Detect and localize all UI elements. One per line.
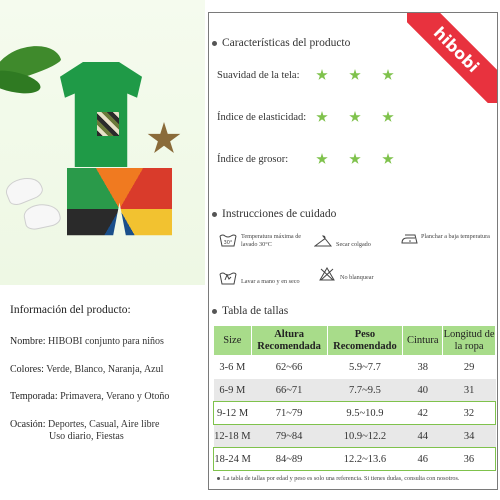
table-row: 12-18 M 79~84 10.9~12.2 44 34 — [214, 425, 496, 448]
hanger-icon — [314, 235, 332, 247]
white-sneaker — [22, 201, 62, 232]
white-sneaker — [3, 172, 45, 208]
brand-ribbon: hibobi — [407, 13, 497, 103]
rating-softness: Suavidad de la tela: — [217, 69, 417, 85]
tshirt-pocket — [97, 112, 119, 136]
rating-thickness: Índice de grosor: — [217, 153, 417, 169]
product-info — [10, 303, 200, 459]
header-size: Size — [214, 326, 252, 356]
bullet-icon — [212, 212, 217, 217]
star-icon — [382, 153, 394, 165]
info-row-colors: Colores: Verde, Blanco, Naranja, Azul — [10, 363, 164, 375]
bullet-icon — [212, 309, 217, 314]
characteristics-title: Características del producto — [212, 37, 350, 49]
brand-ribbon-corner — [407, 13, 497, 103]
star-icon — [382, 111, 394, 123]
no-bleach-icon — [319, 267, 335, 281]
table-row: 9-12 M 71~79 9.5~10.9 42 32 — [214, 402, 496, 425]
info-row-name: Nombre: HIBOBI conjunto para niños — [10, 336, 164, 348]
product-info-title: Información del producto: — [10, 304, 131, 316]
table-row: 6-9 M 66~71 7.7~9.5 40 31 — [214, 379, 496, 402]
header-height: Altura Recomendada — [251, 326, 327, 356]
star-icon — [349, 111, 361, 123]
header-length: Longitud de la ropa — [443, 326, 496, 356]
star-icon — [316, 111, 328, 123]
printed-shorts — [67, 168, 172, 250]
bullet-icon — [212, 41, 217, 46]
size-table-header — [214, 326, 496, 356]
star-decoration — [147, 122, 181, 156]
info-row-occasion: Ocasión: Deportes, Casual, Aire libre Uso diario, Fiestas — [10, 418, 160, 443]
iron-low-icon — [401, 233, 419, 245]
star-icon — [349, 69, 361, 81]
care-title: Instrucciones de cuidado — [212, 208, 336, 220]
rating-elasticity: Índice de elasticidad: — [217, 111, 417, 127]
header-waist: Cintura — [403, 326, 443, 356]
star-icon — [349, 153, 361, 165]
hand-wash-icon — [219, 269, 237, 285]
header-weight: Peso Recomendado — [327, 326, 403, 356]
details-panel: hibobi Características del producto Suavidad de la tela: Índice de elasticidad: Índice de grosor: Instrucciones de cuidado 30° Temperatura máxima de lavado 30°C Secar colgado Planchar a baja temperatura Lavar a mano y en seco No blanquear Tabla de tallas Size Altura Recomendada Peso Recomendado Cintura Longitud de la ropa 3-6 M 62~66 5.9~7.7 38 29 6-9 M 66~71 7.7~9.5 40 31 9-12 M 71~79 9.5~10.9 42 32 12-18 M 79~84 10.9~12.2 44 34 18-24 M 84~89 12.2~13.6 46 36 La tabla de tallas por edad y peso es solo una referencia. Si tienes dudas, consulta con nosotros. — [208, 12, 498, 490]
info-row-season: Temporada: Primavera, Verano y Otoño — [10, 391, 170, 403]
size-table-title: Tabla de tallas — [212, 305, 288, 317]
size-table-note: La tabla de tallas por edad y peso es solo una referencia. Si tienes dudas, consulta con nosotros. — [217, 475, 459, 482]
star-icon — [316, 69, 328, 81]
bullet-icon — [217, 477, 220, 480]
size-table — [213, 325, 496, 471]
svg-text:30°: 30° — [223, 240, 233, 246]
star-icon — [382, 69, 394, 81]
wash-30-icon — [219, 233, 237, 247]
table-row: 18-24 M 84~89 12.2~13.6 46 36 — [214, 448, 496, 471]
star-icon — [316, 153, 328, 165]
table-row: 3-6 M 62~66 5.9~7.7 38 29 — [214, 356, 496, 379]
product-photo — [0, 0, 205, 285]
